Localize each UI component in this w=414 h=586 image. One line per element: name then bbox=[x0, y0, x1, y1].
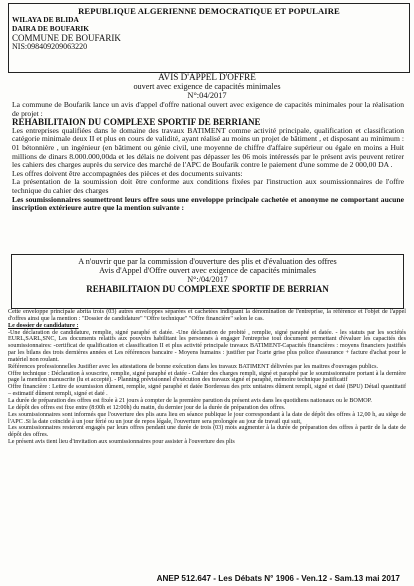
notice-subtitle: ouvert avec exigence de capacités minimales bbox=[133, 82, 281, 91]
box-line-2: Avis d'Appel d'Offre ouvert avec exigence de capacités minimales bbox=[99, 266, 316, 275]
presentation-paragraph: La présentation de la soumission doit être conforme aux conditions fixées par l'instruction aux soumissionnaires de l'offre technique du cahier des charges bbox=[12, 177, 404, 195]
candidature-list: -Une déclaration de candidature, remplie, signé paraphé et datée. -Une déclaration de probité , remplie, signé paraphé et datée. - les statuts par les sociétés EURL,SARL,SNC, Les documents relatifs aux pouvoirs habilitant les personnes à engager l'entreprise tout document permettant d'évaluer les capacités des soumissionnaires: -certificat de qualification et classification II et plus activité principale travaux BATIMENT-Capacités financières : moyens financiers justifiés par les bilans des trois dernières années et Les références bancaire - Moyens humains : justifier par l'carte grise plus police d'assurance + facture d'achat pour le matériel non roulant. bbox=[8, 329, 406, 363]
opening-session: Les soumissionnaires sont informés que l'ouverture des plis aura lieu en séance publique le jour correspondant à la date de dépôt des offres à 12,00 h, au siège de l'APC .Si la date coïncide à un jour férié ou un jour de repos légale, l'ouverture sera prolongée au jour de travail qui suit, bbox=[8, 411, 406, 425]
envelope-mention-box bbox=[11, 254, 404, 309]
notice-title: AVIS D'APPEL D'OFFRE bbox=[158, 72, 256, 82]
technical-offer: Offre technique : Déclaration à souscrire, remplie, signé paraphé et datée - Cahier des charges rempli, signé et paraphé par le soumissionnaire portant à la dernière page la mention manuscrite (lu et accepté). - Planning prévisionnel d'exécution des travaux signé et paraphé, mémoire technique justificatif bbox=[8, 370, 406, 384]
wilaya-line: WILAYA DE BLIDA bbox=[12, 15, 79, 24]
references-paragraph: Références professionnelles Justifier avec les attestations de bonne exécution dans les travaux BATIMENT délivrées par les maitres d'ouvrages publics. bbox=[8, 363, 379, 370]
documents-paragraph: Les offres doivent être accompagnées des pièces et des documents suivants: bbox=[12, 168, 243, 178]
commune-line: COMMUNE DE BOUFARIK bbox=[12, 33, 121, 44]
publication-footer: ANEP 512.647 - Les Débats N° 1906 - Ven.12 - Sam.13 mai 2017 bbox=[156, 574, 400, 583]
details-envelope: Cette enveloppe principale abrita trois (03) autres enveloppes séparées et cachetées indiquant la dénomination de l'entreprise, la référence et l'objet de l'appel d'offres ainsi que la mention : "Dossier de candidature" "Offre technique" "Offre financière" selon le cas. bbox=[8, 309, 406, 322]
financial-offer: Offre financière : Lettre de soumission dûment, remplie, signé paraphé et datée Bordereau des prix unitaires dûment rempli, signé et daté (BPU) Détail quantitatif – estimatif dûment rempli, signé et daté . bbox=[8, 384, 406, 398]
candidature-heading: Le dossier de candidature : bbox=[8, 322, 79, 329]
notice-number: N°:04/2017 bbox=[187, 91, 227, 100]
invitation-note: Le présent avis tient lieu d'invitation aux soumissionnaires pour assister à l'ouverture des plis bbox=[8, 439, 235, 446]
republic-title: REPUBLIQUE ALGERIENNE DEMOCRATIQUE ET POPULAIRE bbox=[78, 6, 340, 16]
details-section bbox=[8, 309, 406, 446]
nis-line: NIS:098409209063220 bbox=[12, 42, 88, 52]
daira-line: DAIRA DE BOUFARIK bbox=[12, 23, 90, 33]
box-line-1: A n'ouvrir que par la commission d'ouverture des plis et d'évaluation des offres bbox=[78, 257, 337, 266]
intro-section bbox=[12, 101, 404, 213]
box-line-4: REHABILITAION DU COMPLEXE SPORTIF DE BERRIAN bbox=[86, 284, 329, 294]
engagement-duration: Les soumissionnaires resteront engagés par leurs offres pendant une durée de trois (03) mois augmenter à la durée de préparation des offres à partir de la date de dépôt des offres. bbox=[8, 425, 406, 439]
deposit-time: Le dépôt des offres est fixe entre (8:00h et 12:00h) du matin, du dernier jour de la durée de préparation des offres. bbox=[8, 404, 286, 411]
envelope-paragraph: Les soumissionnaires soumettront leurs offre sous une enveloppe principale cachetée et anonyme ne comportant aucune inscription extérieure autre que la mention suivante : bbox=[12, 194, 404, 213]
preparation-duration: La durée de préparation des offres est fixée à 21 jours à compter de la première parution du présent avis dans les quotidiens nationaux ou le BOMOP. bbox=[8, 397, 372, 404]
header-box bbox=[8, 3, 410, 73]
intro-paragraph: La commune de Boufarik lance un avis d'appel d'offre national ouvert avec exigence de capacités minimales pour la réalisation de projet : bbox=[12, 100, 404, 118]
box-line-3: N°:/04/2017 bbox=[187, 275, 228, 284]
project-title: REHABILITAION DU COMPLEXE SPORTIF DE BERRIANE bbox=[12, 117, 261, 128]
eligibility-paragraph: Les entreprises qualifiées dans le domaine des travaux BATIMENT comme activité principale, qualification et classification catégorie minimale deux II et plus en cours de validité, ayant réalisé au moins un projet de bâtiment , et disposant au minimum : 01 bétonnière , un ingénieur (en bâtiment ou génie civil, une moyenne de chiffre d'affaire supérieur ou égale en moins a Huit millions de dinars 8.000.000,00da et les délais ne doivent pas dépasser les 06 mois intéressés par le présent avis peuvent retirer les cahiers des charges auprès du service des marché de l'APC de Boufarik contre le paiement d'une somme de 2 000,00 DA . bbox=[12, 125, 404, 170]
